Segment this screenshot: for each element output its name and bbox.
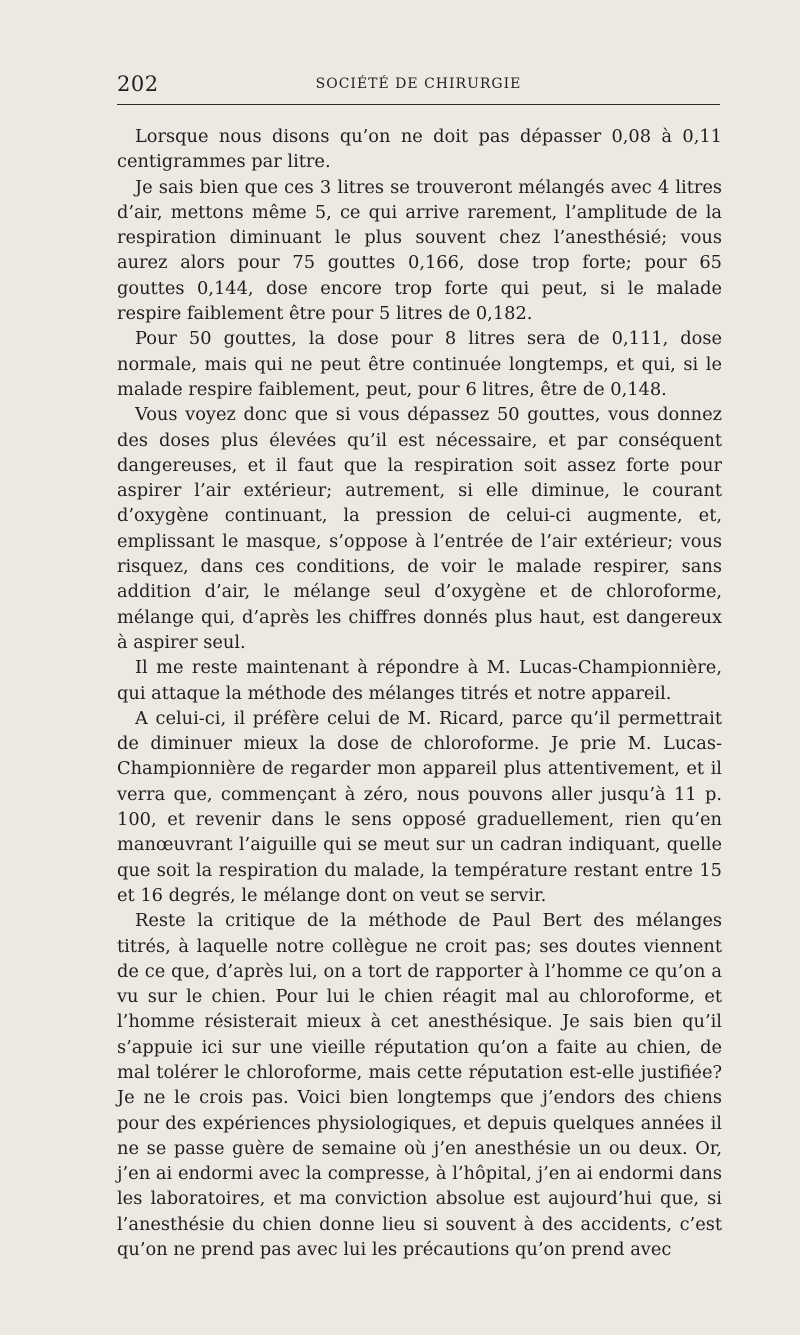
body-text — [117, 124, 722, 1262]
header-rule — [117, 104, 720, 105]
paragraph: Reste la critique de la méthode de Paul Bert des mélanges titrés, à laquelle notre collègue ne croit pas; ses doutes viennent de ce que, d’après lui, on a tort de rapporter à l’homme ce qu’on a vu sur le chien. Pour lui le chien réagit mal au chloroforme, et l’homme résisterait mieux à cet anesthésique. Je sais bien qu’il s’appuie ici sur une vieille réputation qu’on a faite au chien, de mal tolérer le chloroforme, mais cette réputation est-elle justifiée? Je ne le crois pas. Voici bien longtemps que j’endors des chiens pour des expériences physiologiques, et depuis quelques années il ne se passe guère de semaine où j’en anesthésie un ou deux. Or, j’en ai endormi avec la compresse, à l’hôpital, j’en ai endormi dans les laboratoires, et ma conviction absolue est aujourd’hui que, si l’anesthésie du chien donne lieu si souvent à des accidents, c’est qu’on ne prend pas avec lui les précautions qu’on prend avec — [117, 910, 722, 1261]
paragraph: Je sais bien que ces 3 litres se trouveront mélangés avec 4 litres d’air, mettons même 5, ce qui arrive rarement, l’amplitude de la respiration diminuant le plus souvent chez l’anesthésié; vous aurez alors pour 75 gouttes 0,166, dose trop forte; pour 65 gouttes 0,144, dose encore trop forte qui peut, si le malade respire faiblement être pour 5 litres de 0,182. — [117, 176, 722, 325]
paragraph: A celui-ci, il préfère celui de M. Ricard, parce qu’il permettrait de diminuer mieux la dose de chloroforme. Je prie M. Lucas-Championnière de regarder mon appareil plus attentivement, et il verra que, commençant à zéro, nous pouvons aller jusqu’à 11 p. 100, et revenir dans le sens opposé graduellement, rien qu’en manœuvrant l’aiguille qui se meut sur un cadran indiquant, quelle que soit la respiration du malade, la température restant entre 15 et 16 degrés, le mélange dont on veut se servir. — [117, 707, 722, 906]
paragraph: Vous voyez donc que si vous dépassez 50 gouttes, vous donnez des doses plus élevées qu’il est nécessaire, et par conséquent dangereuses, et il faut que la respiration soit assez forte pour aspirer l’air extérieur; autrement, si elle diminue, le courant d’oxygène continuant, la pression de celui-ci augmente, et, emplissant le masque, s’oppose à l’entrée de l’air extérieur; vous risquez, dans ces conditions, de voir le malade respirer, sans addition d’air, le mélange seul d’oxygène et de chloroforme, mélange qui, d’après les chiffres donnés plus haut, est dangereux à aspirer seul. — [117, 404, 722, 653]
page-number: 202 — [117, 72, 159, 96]
paragraph: Il me reste maintenant à répondre à M. Lucas-Championnière, qui attaque la méthode des mélanges titrés et notre appareil. — [117, 657, 722, 704]
running-title: SOCIÉTÉ DE CHIRURGIE — [315, 76, 522, 92]
paragraph: Pour 50 gouttes, la dose pour 8 litres sera de 0,111, dose normale, mais qui ne peut être continuée longtemps, et qui, si le malade respire faiblement, peut, pour 6 litres, être de 0,148. — [117, 328, 722, 400]
page-header — [117, 72, 720, 94]
paragraph: Lorsque nous disons qu’on ne doit pas dépasser 0,08 à 0,11 centigrammes par litre. — [117, 126, 722, 173]
